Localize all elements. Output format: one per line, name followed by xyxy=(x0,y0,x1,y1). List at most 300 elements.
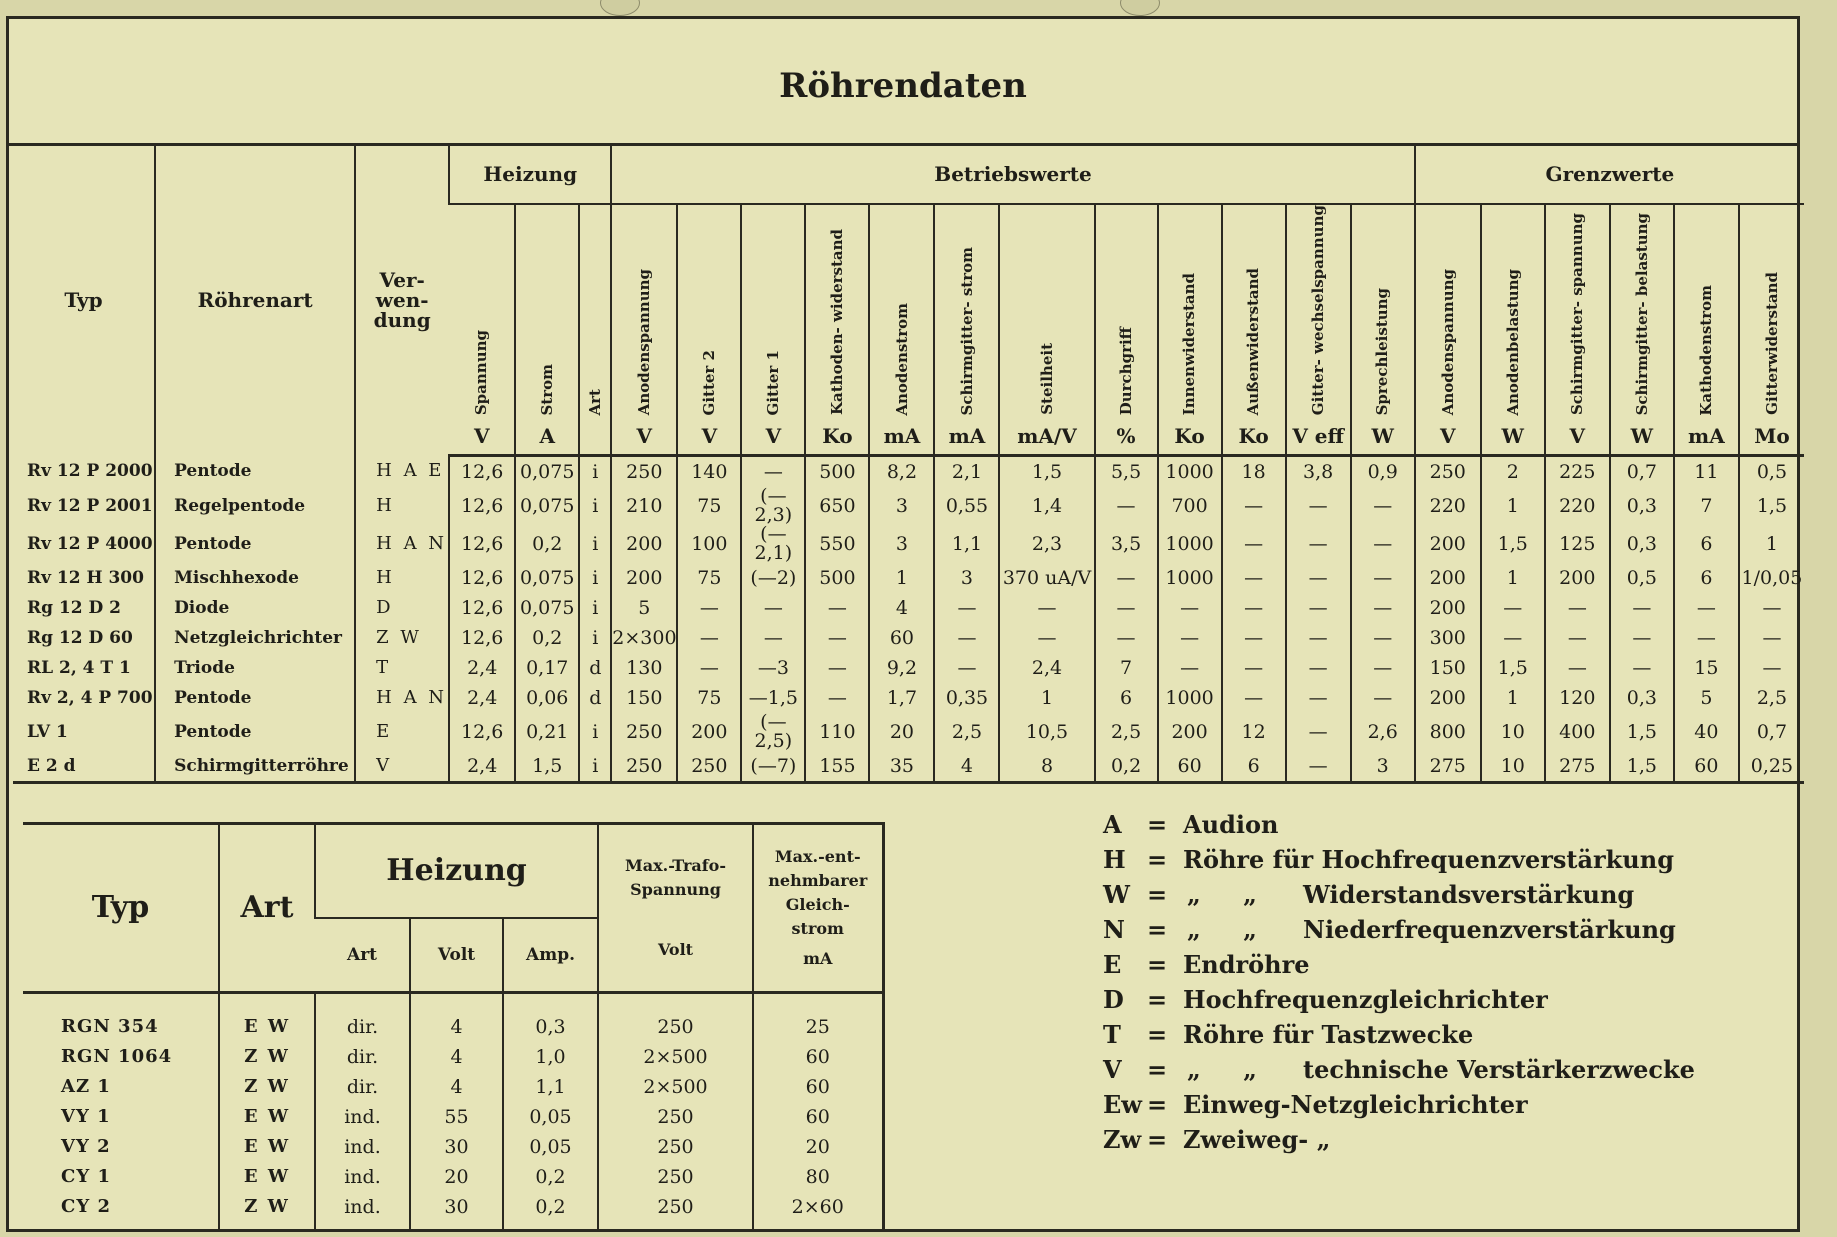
table-cell: 0,075 xyxy=(515,593,579,623)
col-typ: Typ xyxy=(64,288,103,313)
table-cell: i xyxy=(579,456,611,488)
table-cell: i xyxy=(579,593,611,623)
table-cell: 0,7 xyxy=(1739,713,1804,751)
table-cell: 75 xyxy=(677,563,741,593)
table-cell: 0,2 xyxy=(503,1162,598,1192)
col-header-label: Gitter 2 xyxy=(700,349,719,416)
cell-typ: Rv 12 P 2000 xyxy=(27,460,153,481)
table-cell: 0,05 xyxy=(503,1132,598,1162)
col-verwendung xyxy=(355,145,449,456)
col-unit: Ko xyxy=(1222,418,1286,456)
table-cell: — xyxy=(1095,563,1158,593)
table-cell: d xyxy=(579,653,611,683)
cell-art: E W xyxy=(219,993,315,1043)
table-cell: — xyxy=(1222,563,1286,593)
table-cell: 220 xyxy=(1545,487,1610,525)
table-cell: — xyxy=(1481,593,1545,623)
cell-art: E W xyxy=(219,1162,315,1192)
table-cell: 2,5 xyxy=(934,713,999,751)
table-cell: 200 xyxy=(1415,525,1481,563)
table-cell: 12,6 xyxy=(449,563,515,593)
table-cell: 1,0 xyxy=(503,1042,598,1072)
table-cell: 1000 xyxy=(1158,563,1222,593)
table-cell: 1,4 xyxy=(999,487,1094,525)
cell-verwendung: Z W xyxy=(355,623,449,653)
table-cell: 4 xyxy=(410,1042,503,1072)
col-header-label: Innenwiderstand xyxy=(1180,272,1199,416)
punch-hole xyxy=(1120,0,1160,16)
table-cell: dir. xyxy=(315,1072,410,1102)
sub-col-art: Art xyxy=(219,824,315,993)
col-header-label: Anodenspannung xyxy=(635,268,654,416)
table-cell: 0,17 xyxy=(515,653,579,683)
table-cell: — xyxy=(1674,593,1739,623)
legend-equals: = xyxy=(1147,810,1168,839)
legend-code: H xyxy=(1103,845,1126,874)
table-cell: — xyxy=(1545,623,1610,653)
col-unit: % xyxy=(1095,418,1158,456)
table-cell: 2,5 xyxy=(1739,683,1804,713)
table-cell: 40 xyxy=(1674,713,1739,751)
table-cell: 2×300 xyxy=(611,623,677,653)
col-header-betr-4 xyxy=(869,204,934,418)
table-cell: 275 xyxy=(1545,751,1610,783)
table-cell: 200 xyxy=(1158,713,1222,751)
col-header-betr-7 xyxy=(1095,204,1158,418)
table-cell: 3,5 xyxy=(1095,525,1158,563)
table-cell: — xyxy=(805,653,869,683)
table-cell: 2 xyxy=(1481,456,1545,488)
table-cell: — xyxy=(1286,563,1351,593)
table-cell: — xyxy=(1222,487,1286,525)
legend-item xyxy=(1103,1052,1743,1087)
cell-typ: E 2 d xyxy=(13,751,155,783)
table-cell: 250 xyxy=(598,1132,753,1162)
table-row xyxy=(13,487,1804,525)
cell-art: Z W xyxy=(219,1072,315,1102)
verwendung-line: wen- xyxy=(375,288,429,313)
cell-verwendung: E xyxy=(355,713,449,751)
col-header-grenz-1 xyxy=(1481,204,1545,418)
table-row xyxy=(23,1192,883,1230)
table-cell: 2,4 xyxy=(999,653,1094,683)
cell-roehrenart: Pentode xyxy=(155,713,355,751)
table-cell: 120 xyxy=(1545,683,1610,713)
table-cell: 0,7 xyxy=(1610,456,1674,488)
gleich-unit: mA xyxy=(803,949,833,968)
table-cell: dir. xyxy=(315,993,410,1043)
table-cell: 200 xyxy=(611,563,677,593)
table-cell: 0,2 xyxy=(1095,751,1158,783)
gleich-line: nehmbarer xyxy=(768,871,868,890)
table-cell: 60 xyxy=(753,1102,883,1132)
table-cell: i xyxy=(579,713,611,751)
table-cell: 0,2 xyxy=(515,623,579,653)
table-cell: 18 xyxy=(1222,456,1286,488)
col-header-betr-11 xyxy=(1351,204,1415,418)
table-cell: 2×60 xyxy=(753,1192,883,1230)
table-cell: — xyxy=(1286,713,1351,751)
table-row xyxy=(23,1042,883,1072)
table-cell: 1000 xyxy=(1158,525,1222,563)
table-cell: — xyxy=(805,593,869,623)
table-row xyxy=(13,525,1804,563)
col-header-betr-8 xyxy=(1158,204,1222,418)
legend-text: technische Verstärkerzwecke xyxy=(1303,1055,1695,1084)
col-header-betr-3 xyxy=(805,204,869,418)
col-header-betr-0 xyxy=(611,204,677,418)
legend-code: Ew xyxy=(1103,1090,1142,1119)
col-header-label: Anodenstrom xyxy=(892,302,911,416)
cell-art: Z W xyxy=(219,1192,315,1230)
col-unit: mA xyxy=(869,418,934,456)
legend-text: Audion xyxy=(1183,810,1279,839)
legend-text: Röhre für Hochfrequenzverstärkung xyxy=(1183,845,1674,874)
table-row xyxy=(13,593,1804,623)
table-cell: 0,3 xyxy=(1610,683,1674,713)
table-cell: 200 xyxy=(1545,563,1610,593)
table-cell: 6 xyxy=(1095,683,1158,713)
table-cell: — xyxy=(1286,653,1351,683)
table-cell: 12,6 xyxy=(449,713,515,751)
col-header-heiz-2 xyxy=(579,204,611,418)
table-cell: 130 xyxy=(611,653,677,683)
table-cell: 125 xyxy=(1545,525,1610,563)
legend-equals: = xyxy=(1147,915,1168,944)
table-cell: — xyxy=(741,623,805,653)
table-cell: — xyxy=(1545,593,1610,623)
cell-roehrenart: Diode xyxy=(155,593,355,623)
table-cell: 250 xyxy=(1415,456,1481,488)
table-cell: 4 xyxy=(410,993,503,1043)
col-header-betr-6 xyxy=(999,204,1094,418)
legend-code: Zw xyxy=(1103,1125,1142,1154)
table-cell: — xyxy=(1095,623,1158,653)
legend-text: Niederfrequenzverstärkung xyxy=(1303,915,1676,944)
col-header-betr-10 xyxy=(1286,204,1351,418)
table-row xyxy=(23,1072,883,1102)
gleich-line: strom xyxy=(791,919,844,938)
table-cell: — xyxy=(934,623,999,653)
table-cell: 0,075 xyxy=(515,456,579,488)
col-unit xyxy=(579,418,611,456)
table-cell: 1 xyxy=(999,683,1094,713)
table-cell: 1/0,05 xyxy=(1739,563,1804,593)
sub-heizung-amp: Amp. xyxy=(503,918,598,993)
table-cell: 3 xyxy=(934,563,999,593)
table-cell: 1 xyxy=(1481,487,1545,525)
table-cell: 20 xyxy=(410,1162,503,1192)
title-row xyxy=(9,19,1797,146)
trafo-unit: Volt xyxy=(657,940,694,959)
table-cell: 3 xyxy=(869,525,934,563)
table-cell: 1 xyxy=(1481,563,1545,593)
table-cell: 800 xyxy=(1415,713,1481,751)
table-cell: 60 xyxy=(1158,751,1222,783)
legend-item xyxy=(1103,842,1743,877)
table-cell: 0,05 xyxy=(503,1102,598,1132)
col-header-label: Kathoden- widerstand xyxy=(828,229,847,416)
table-cell: 1 xyxy=(1739,525,1804,563)
table-cell: 8,2 xyxy=(869,456,934,488)
table-row xyxy=(13,653,1804,683)
col-unit: V xyxy=(611,418,677,456)
table-cell: — xyxy=(1351,487,1415,525)
cell-verwendung: H A N xyxy=(355,525,449,563)
table-cell: 250 xyxy=(611,751,677,783)
table-cell: 250 xyxy=(611,456,677,488)
legend-equals: = xyxy=(1147,1090,1168,1119)
sub-heizung-volt: Volt xyxy=(410,918,503,993)
cell-typ: CY 1 xyxy=(61,1166,111,1187)
cell-verwendung: T xyxy=(355,653,449,683)
col-header-grenz-0 xyxy=(1415,204,1481,418)
cell-typ: Rg 12 D 2 xyxy=(27,597,121,618)
cell-typ: Rv 12 H 300 xyxy=(27,567,144,588)
table-cell: — xyxy=(1545,653,1610,683)
table-cell: i xyxy=(579,751,611,783)
cell-typ: VY 2 xyxy=(61,1136,111,1157)
col-unit: V xyxy=(1545,418,1610,456)
legend-code: E xyxy=(1103,950,1122,979)
table-cell: 370 uA/V xyxy=(999,563,1094,593)
table-cell: 60 xyxy=(869,623,934,653)
table-cell: (—2,3) xyxy=(741,487,805,525)
table-cell: 10,5 xyxy=(999,713,1094,751)
cell-roehrenart: Schirmgitterröhre xyxy=(155,751,355,783)
table-cell: (—2,1) xyxy=(741,525,805,563)
sub-col-gleichstrom xyxy=(753,824,883,993)
table-cell: 0,5 xyxy=(1610,563,1674,593)
table-cell: 0,55 xyxy=(934,487,999,525)
cell-art: E W xyxy=(219,1102,315,1132)
table-cell: 6 xyxy=(1222,751,1286,783)
table-cell: 7 xyxy=(1095,653,1158,683)
col-unit: Mo xyxy=(1739,418,1804,456)
table-row xyxy=(13,563,1804,593)
page-title: Röhrendaten xyxy=(779,66,1027,106)
table-cell: — xyxy=(805,683,869,713)
table-cell: — xyxy=(1158,623,1222,653)
legend-ditto: „ „ xyxy=(1187,1055,1257,1084)
table-cell: 55 xyxy=(410,1102,503,1132)
table-cell: 5,5 xyxy=(1095,456,1158,488)
legend-equals: = xyxy=(1147,1020,1168,1049)
table-cell: — xyxy=(999,623,1094,653)
table-cell: — xyxy=(677,623,741,653)
legend-code: A xyxy=(1103,810,1122,839)
table-cell: 225 xyxy=(1545,456,1610,488)
table-cell: 1,5 xyxy=(1610,713,1674,751)
sub-col-typ: Typ xyxy=(23,824,219,993)
legend-item xyxy=(1103,1087,1743,1122)
col-header-grenz-5 xyxy=(1739,204,1804,418)
col-unit: A xyxy=(515,418,579,456)
table-cell: 20 xyxy=(753,1132,883,1162)
table-cell: 12 xyxy=(1222,713,1286,751)
table-cell: 7 xyxy=(1674,487,1739,525)
table-cell: 250 xyxy=(598,1192,753,1230)
table-cell: — xyxy=(677,653,741,683)
table-row xyxy=(13,713,1804,751)
cell-typ: CY 2 xyxy=(61,1196,111,1217)
col-header-label: Kathodenstrom xyxy=(1697,284,1716,416)
table-cell: — xyxy=(1610,623,1674,653)
cell-roehrenart: Pentode xyxy=(155,456,355,488)
table-cell: 0,3 xyxy=(503,993,598,1043)
table-cell: 0,5 xyxy=(1739,456,1804,488)
table-cell: — xyxy=(741,593,805,623)
table-cell: 500 xyxy=(805,563,869,593)
table-row xyxy=(13,623,1804,653)
table-cell: 1000 xyxy=(1158,683,1222,713)
table-cell: 5 xyxy=(611,593,677,623)
table-cell: 4 xyxy=(934,751,999,783)
table-cell: — xyxy=(1286,487,1351,525)
table-cell: — xyxy=(1286,751,1351,783)
col-unit: W xyxy=(1481,418,1545,456)
table-cell: 0,2 xyxy=(515,525,579,563)
trafo-line: Spannung xyxy=(630,880,721,899)
cell-typ: Rv 12 P 2001 xyxy=(27,495,153,516)
table-cell: —1,5 xyxy=(741,683,805,713)
table-row xyxy=(13,751,1804,783)
table-cell: 1,5 xyxy=(1610,751,1674,783)
col-header-label: Schirmgitter- strom xyxy=(957,246,976,416)
table-cell: — xyxy=(1222,683,1286,713)
table-cell: 1,5 xyxy=(1481,525,1545,563)
table-cell: 250 xyxy=(598,1102,753,1132)
table-cell: — xyxy=(1351,525,1415,563)
abbreviation-legend xyxy=(1103,807,1743,1157)
table-cell: 12,6 xyxy=(449,525,515,563)
legend-item xyxy=(1103,912,1743,947)
table-cell: 3,8 xyxy=(1286,456,1351,488)
table-cell: 12,6 xyxy=(449,456,515,488)
legend-item xyxy=(1103,982,1743,1017)
table-cell: 140 xyxy=(677,456,741,488)
table-cell: 3 xyxy=(869,487,934,525)
table-cell: 1,1 xyxy=(934,525,999,563)
table-cell: 1,5 xyxy=(999,456,1094,488)
table-cell: 1,5 xyxy=(1481,653,1545,683)
document-sheet xyxy=(6,16,1803,1232)
table-cell: 0,25 xyxy=(1739,751,1804,783)
col-header-label: Sprechleistung xyxy=(1373,287,1392,416)
cell-roehrenart: Regelpentode xyxy=(155,487,355,525)
table-cell: 250 xyxy=(611,713,677,751)
cell-verwendung: H A N xyxy=(355,683,449,713)
table-cell: — xyxy=(1610,653,1674,683)
legend-item xyxy=(1103,947,1743,982)
legend-equals: = xyxy=(1147,880,1168,909)
sub-heizung-art: Art xyxy=(315,918,410,993)
table-cell: 400 xyxy=(1545,713,1610,751)
table-cell: 5 xyxy=(1674,683,1739,713)
table-cell: — xyxy=(1286,593,1351,623)
table-cell: 2,4 xyxy=(449,683,515,713)
legend-text: Röhre für Tastzwecke xyxy=(1183,1020,1474,1049)
table-cell: — xyxy=(1222,525,1286,563)
table-cell: 200 xyxy=(677,713,741,751)
table-row xyxy=(23,1162,883,1192)
gleich-line: Gleich- xyxy=(785,895,850,914)
col-unit: Ko xyxy=(805,418,869,456)
col-unit: V eff xyxy=(1286,418,1351,456)
col-unit: W xyxy=(1351,418,1415,456)
table-cell: 2,6 xyxy=(1351,713,1415,751)
col-unit: V xyxy=(677,418,741,456)
table-cell: 0,3 xyxy=(1610,525,1674,563)
sub-group-heizung: Heizung xyxy=(315,824,598,919)
col-unit: mA/V xyxy=(999,418,1094,456)
table-cell: 6 xyxy=(1674,563,1739,593)
col-header-label: Gitter 1 xyxy=(764,349,783,416)
cell-roehrenart: Pentode xyxy=(155,683,355,713)
col-header-label: Schirmgitter- belastung xyxy=(1632,212,1651,416)
table-cell: 12,6 xyxy=(449,487,515,525)
table-cell: 9,2 xyxy=(869,653,934,683)
table-cell: 0,21 xyxy=(515,713,579,751)
col-header-label: Strom xyxy=(537,363,556,416)
table-cell: i xyxy=(579,487,611,525)
table-cell: — xyxy=(1286,683,1351,713)
table-cell: 2,4 xyxy=(449,653,515,683)
table-cell: 150 xyxy=(1415,653,1481,683)
table-cell: — xyxy=(1610,593,1674,623)
cell-typ: LV 1 xyxy=(27,721,68,742)
table-cell: 200 xyxy=(611,525,677,563)
table-cell: 250 xyxy=(598,993,753,1043)
legend-item xyxy=(1103,1122,1743,1157)
legend-equals: = xyxy=(1147,985,1168,1014)
col-roehrenart: Röhrenart xyxy=(155,145,355,456)
legend-ditto: „ „ xyxy=(1187,915,1257,944)
table-cell: 1 xyxy=(869,563,934,593)
table-cell: 3 xyxy=(1351,751,1415,783)
legend-item xyxy=(1103,1017,1743,1052)
table-cell: 1,1 xyxy=(503,1072,598,1102)
table-cell: 4 xyxy=(869,593,934,623)
cell-verwendung: H xyxy=(355,563,449,593)
table-cell: ind. xyxy=(315,1102,410,1132)
table-cell: ind. xyxy=(315,1132,410,1162)
table-cell: (—2) xyxy=(741,563,805,593)
table-cell: 8 xyxy=(999,751,1094,783)
group-grenzwerte: Grenzwerte xyxy=(1415,145,1804,204)
trafo-line: Max.-Trafo- xyxy=(625,856,726,875)
table-cell: — xyxy=(1222,623,1286,653)
legend-text: Endröhre xyxy=(1183,950,1310,979)
table-row xyxy=(23,993,883,1043)
table-cell: — xyxy=(1739,653,1804,683)
col-header-heiz-0 xyxy=(449,204,515,418)
table-cell: 15 xyxy=(1674,653,1739,683)
table-cell: 200 xyxy=(1415,683,1481,713)
table-cell: 2,1 xyxy=(934,456,999,488)
table-cell: 210 xyxy=(611,487,677,525)
table-cell: d xyxy=(579,683,611,713)
table-cell: — xyxy=(1351,623,1415,653)
table-cell: 2×500 xyxy=(598,1042,753,1072)
table-cell: — xyxy=(1674,623,1739,653)
table-cell: 2×500 xyxy=(598,1072,753,1102)
col-header-label: Anodenspannung xyxy=(1438,268,1457,416)
col-header-betr-2 xyxy=(741,204,805,418)
col-header-grenz-3 xyxy=(1610,204,1674,418)
table-cell: 60 xyxy=(753,1072,883,1102)
table-cell: — xyxy=(999,593,1094,623)
